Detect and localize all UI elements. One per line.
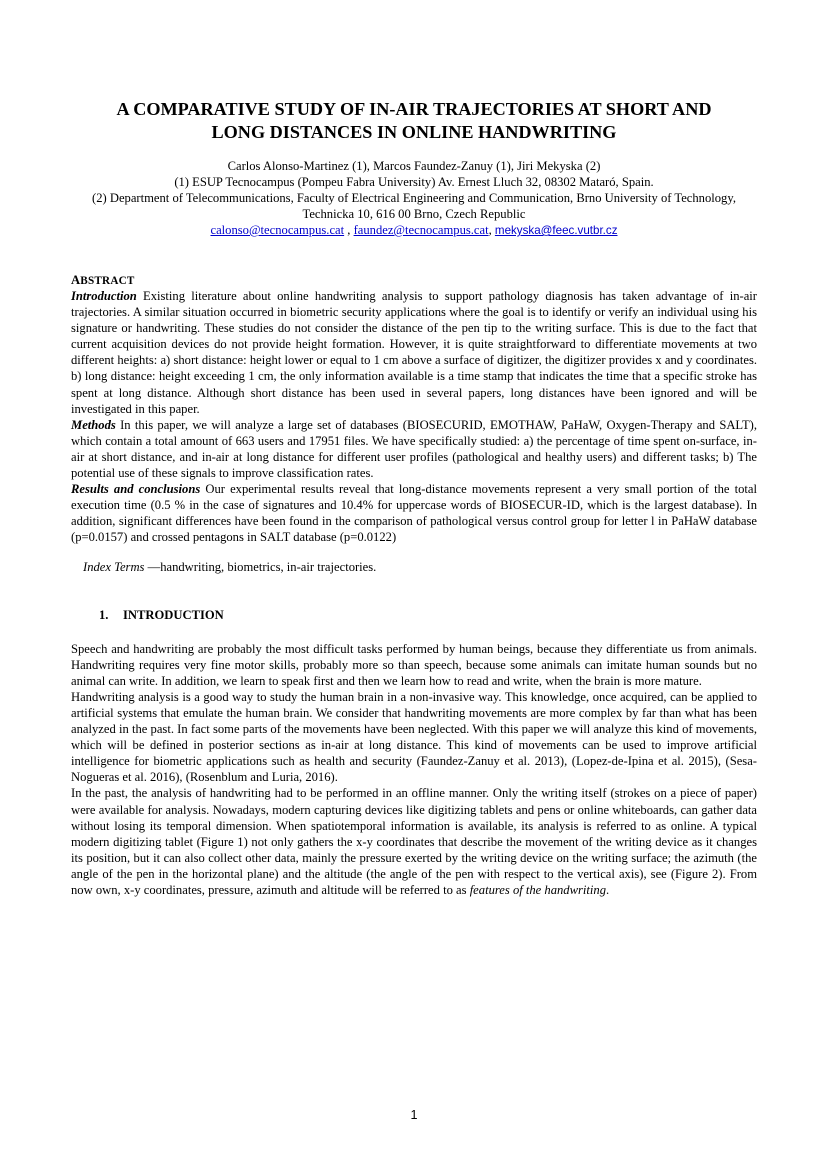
title-line-1: A COMPARATIVE STUDY OF IN-AIR TRAJECTORIES AT SHORT AND xyxy=(116,99,712,119)
affiliation-1: (1) ESUP Tecnocampus (Pompeu Fabra University) Av. Ernest Lluch 32, 08302 Mataró, Spain. xyxy=(174,175,654,189)
email-link-faundez[interactable]: faundez@tecnocampus.cat xyxy=(353,223,489,237)
abstract-results xyxy=(71,481,757,545)
paper-page xyxy=(71,98,757,898)
abstract-intro-text: Existing literature about online handwriting analysis to support pathology diagnosis has taken advantage of in-air trajectories. A similar situation occurred in biometric security applications where the goal is to identify or verify an individual using his signature or handwriting. These studies do not consider the distance of the pen tip to the writing surface. This is due to the fact that current acquisition devices do not provide height formation. However, it is quite straightforward to differentiate movements at two different heights: a) short distance: height lower or equal to 1 cm above a surface of digitizer, the digitizer provides x and y coordinates. b) long distance: height exceeding 1 cm, the only information available is a time stamp that indicates the time that a specific stroke has spent at long distance. Although short distance has been used in several papers, long distances have been ignored and will be investigated in this paper. xyxy=(71,289,757,416)
page-number: 1 xyxy=(410,1108,418,1122)
email-link-calonso[interactable]: calonso@tecnocampus.cat xyxy=(210,223,345,237)
email-list xyxy=(71,222,757,239)
intro-paragraph-3: In the past, the analysis of handwriting had to be performed in an offline manner. Only the writing itself (strokes on a piece of paper) were available for analysis. Nowadays, modern capturing devices like digitizing tablets and pens or online whiteboards, can gather data without losing its temporal dimension. When spatiotemporal information is available, its analysis is referred to as online. A typical modern digitizing tablet (Figure 1) not only gathers the x-y coordinates that describe the movement of the writing device as it changes its position, but it can also collect other data, mainly the pressure exerted by the writing device on the writing surface; the azimuth (the angle of the pen in the horizontal plane) and the altitude (the angle of the pen with respect to the vertical axis), see (Figure 2). From now own, x-y coordinates, pressure, azimuth and altitude will be referred to as features of the handwriting. xyxy=(71,786,757,897)
index-terms xyxy=(71,559,757,575)
index-terms-label: Index Terms xyxy=(83,559,145,574)
abstract-methods-lead: Methods xyxy=(71,417,116,432)
abstract-introduction xyxy=(71,288,757,417)
paper-title xyxy=(71,98,757,144)
section-heading-introduction xyxy=(71,608,757,623)
email-link-mekyska[interactable]: mekyska@feec.vutbr.cz xyxy=(494,224,618,237)
author-list: Carlos Alonso-Martinez (1), Marcos Faundez-Zanuy (1), Jiri Mekyska (2) xyxy=(227,159,601,173)
email-separator: , xyxy=(344,223,354,237)
author-block xyxy=(71,158,757,239)
abstract-results-text: Our experimental results reveal that long-distance movements represent a very small portion of the total execution time (0.5 % in the case of signatures and 10.4% for uppercase words of BIOSECUR-ID, which is the largest database). In addition, significant differences have been found in the comparison of pathological versus control group for letter l in PaHaW database (p=0.0157) and crossed pentagons in SALT database (p=0.0122) xyxy=(71,482,757,545)
abstract-heading: ABSTRACT xyxy=(71,273,135,287)
features-emphasis: features of the handwriting xyxy=(469,883,606,897)
section-title: INTRODUCTION xyxy=(123,607,224,622)
abstract-methods xyxy=(71,417,757,481)
intro-paragraph-1: Speech and handwriting are probably the most difficult tasks performed by human beings, because they differentiate us from animals. Handwriting requires very fine motor skills, probably more so than speech, because some animals can imitate human sounds but no animal can write. In addition, we learn to speak first and then we learn how to read and write, when the brain is more mature. xyxy=(71,641,757,688)
index-terms-text: —handwriting, biometrics, in-air trajectories. xyxy=(144,559,377,574)
title-line-2: LONG DISTANCES IN ONLINE HANDWRITING xyxy=(211,122,617,142)
abstract-methods-text: In this paper, we will analyze a large set of databases (BIOSECURID, EMOTHAW, PaHaW, Oxygen-Therapy and SALT), which contain a total amount of 663 users and 17951 files. We have specifically studied: a) the percentage of time spent on-surface, in-air at short distance, and in-air at long distance for different user profiles (pathological and healthy users) and different tasks; b) The potential use of these signals to improve classification rates. xyxy=(71,417,757,481)
intro-paragraph-2: Handwriting analysis is a good way to study the human brain in a non-invasive way. This knowledge, once acquired, can be applied to artificial systems that emulate the human brain. We consider that handwriting movements are more complex by far than what has been analyzed in the past. In fact some parts of the movements have been neglected. With this paper we will analyze this kind of movements, which will be defined in posterior sections as in-air at long distance. This kind of movements can be used to improve artificial intelligence for biometric applications such as health and security (Faundez-Zanuy et al. 2013), (Lopez-de-Ipina et al. 2015), (Sesa-Nogueras et al. 2016), (Rosenblum and Luria, 2016). xyxy=(71,689,757,785)
section-number: 1. xyxy=(99,607,109,622)
email-separator: , xyxy=(488,223,495,237)
abstract-intro-lead: Introduction xyxy=(71,289,137,303)
affiliation-2: (2) Department of Telecommunications, Faculty of Electrical Engineering and Communication, Brno University of Technology, Technicka 10, 616 00 Brno, Czech Republic xyxy=(92,191,736,221)
abstract-results-lead: Results and conclusions xyxy=(71,482,201,497)
